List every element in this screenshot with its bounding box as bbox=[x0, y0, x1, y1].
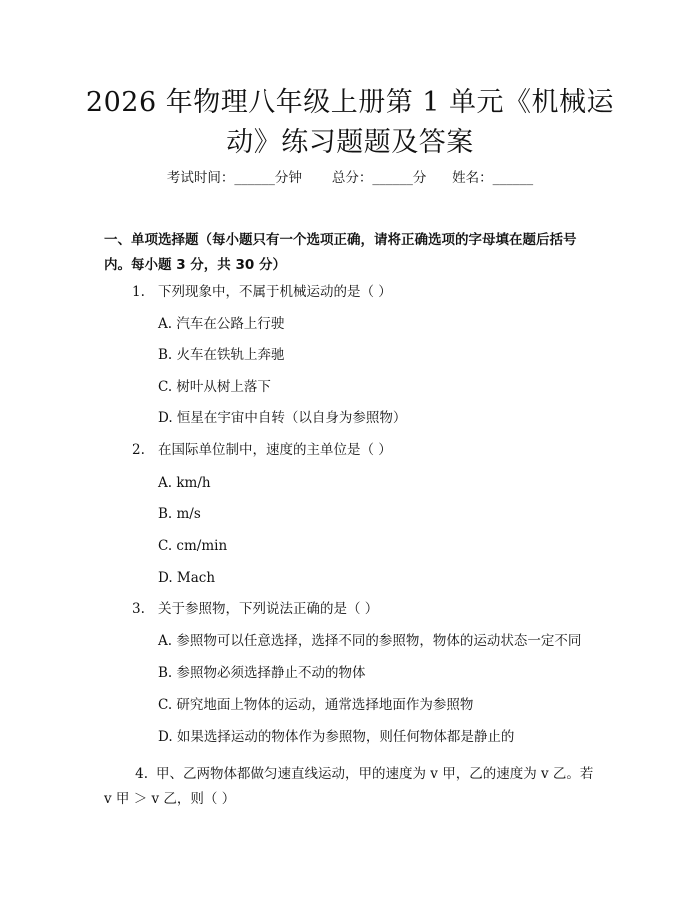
question-2 bbox=[132, 440, 392, 460]
title-line-2: 动》练习题题及答案 bbox=[226, 127, 474, 158]
question-1-option-d: D. 恒星在宇宙中自转（以自身为参照物） bbox=[158, 410, 407, 426]
section-heading: 一、单项选择题（每小题只有一个选项正确，请将正确选项的字母填在题后括号内。每小题 3 分，共 30 分） bbox=[104, 232, 577, 273]
question-4 bbox=[104, 762, 598, 812]
question-stem: 甲、乙两物体都做匀速直线运动，甲的速度为 v 甲，乙的速度为 v 乙。若 v 甲 ＞ v 乙，则（ ） bbox=[104, 766, 594, 807]
exam-score: 总分：______分 bbox=[331, 170, 427, 186]
exam-meta bbox=[0, 168, 700, 188]
question-3-option-c: C. 研究地面上物体的运动，通常选择地面作为参照物 bbox=[158, 697, 474, 713]
question-1-option-a: A. 汽车在公路上行驶 bbox=[158, 316, 285, 332]
question-stem: 下列现象中，不属于机械运动的是（ ） bbox=[158, 284, 392, 300]
question-3 bbox=[132, 599, 378, 619]
question-stem: 在国际单位制中，速度的主单位是（ ） bbox=[158, 442, 392, 458]
question-number: 2. bbox=[132, 442, 145, 458]
question-3-option-d: D. 如果选择运动的物体作为参照物，则任何物体都是静止的 bbox=[158, 729, 515, 745]
student-name: 姓名：______ bbox=[452, 170, 534, 186]
question-2-option-a: A. km/h bbox=[158, 475, 211, 491]
title-line-1: 2026 年物理八年级上册第 1 单元《机械运 bbox=[85, 87, 615, 118]
question-number: 3. bbox=[132, 601, 145, 617]
question-1-option-c: C. 树叶从树上落下 bbox=[158, 379, 271, 395]
page-title bbox=[60, 83, 640, 163]
question-stem: 关于参照物，下列说法正确的是（ ） bbox=[158, 601, 379, 617]
question-2-option-c: C. cm/min bbox=[158, 538, 228, 554]
exam-time: 考试时间：______分钟 bbox=[166, 170, 302, 186]
question-number: 1. bbox=[132, 284, 145, 300]
question-2-option-b: B. m/s bbox=[158, 506, 201, 522]
question-3-option-a: A. 参照物可以任意选择，选择不同的参照物，物体的运动状态一定不同 bbox=[158, 633, 582, 649]
question-number: 4. bbox=[135, 766, 148, 782]
question-1 bbox=[132, 282, 392, 302]
question-3-option-b: B. 参照物必须选择静止不动的物体 bbox=[158, 665, 366, 681]
question-2-option-d: D. Mach bbox=[158, 570, 216, 586]
question-1-option-b: B. 火车在铁轨上奔驰 bbox=[158, 347, 285, 363]
